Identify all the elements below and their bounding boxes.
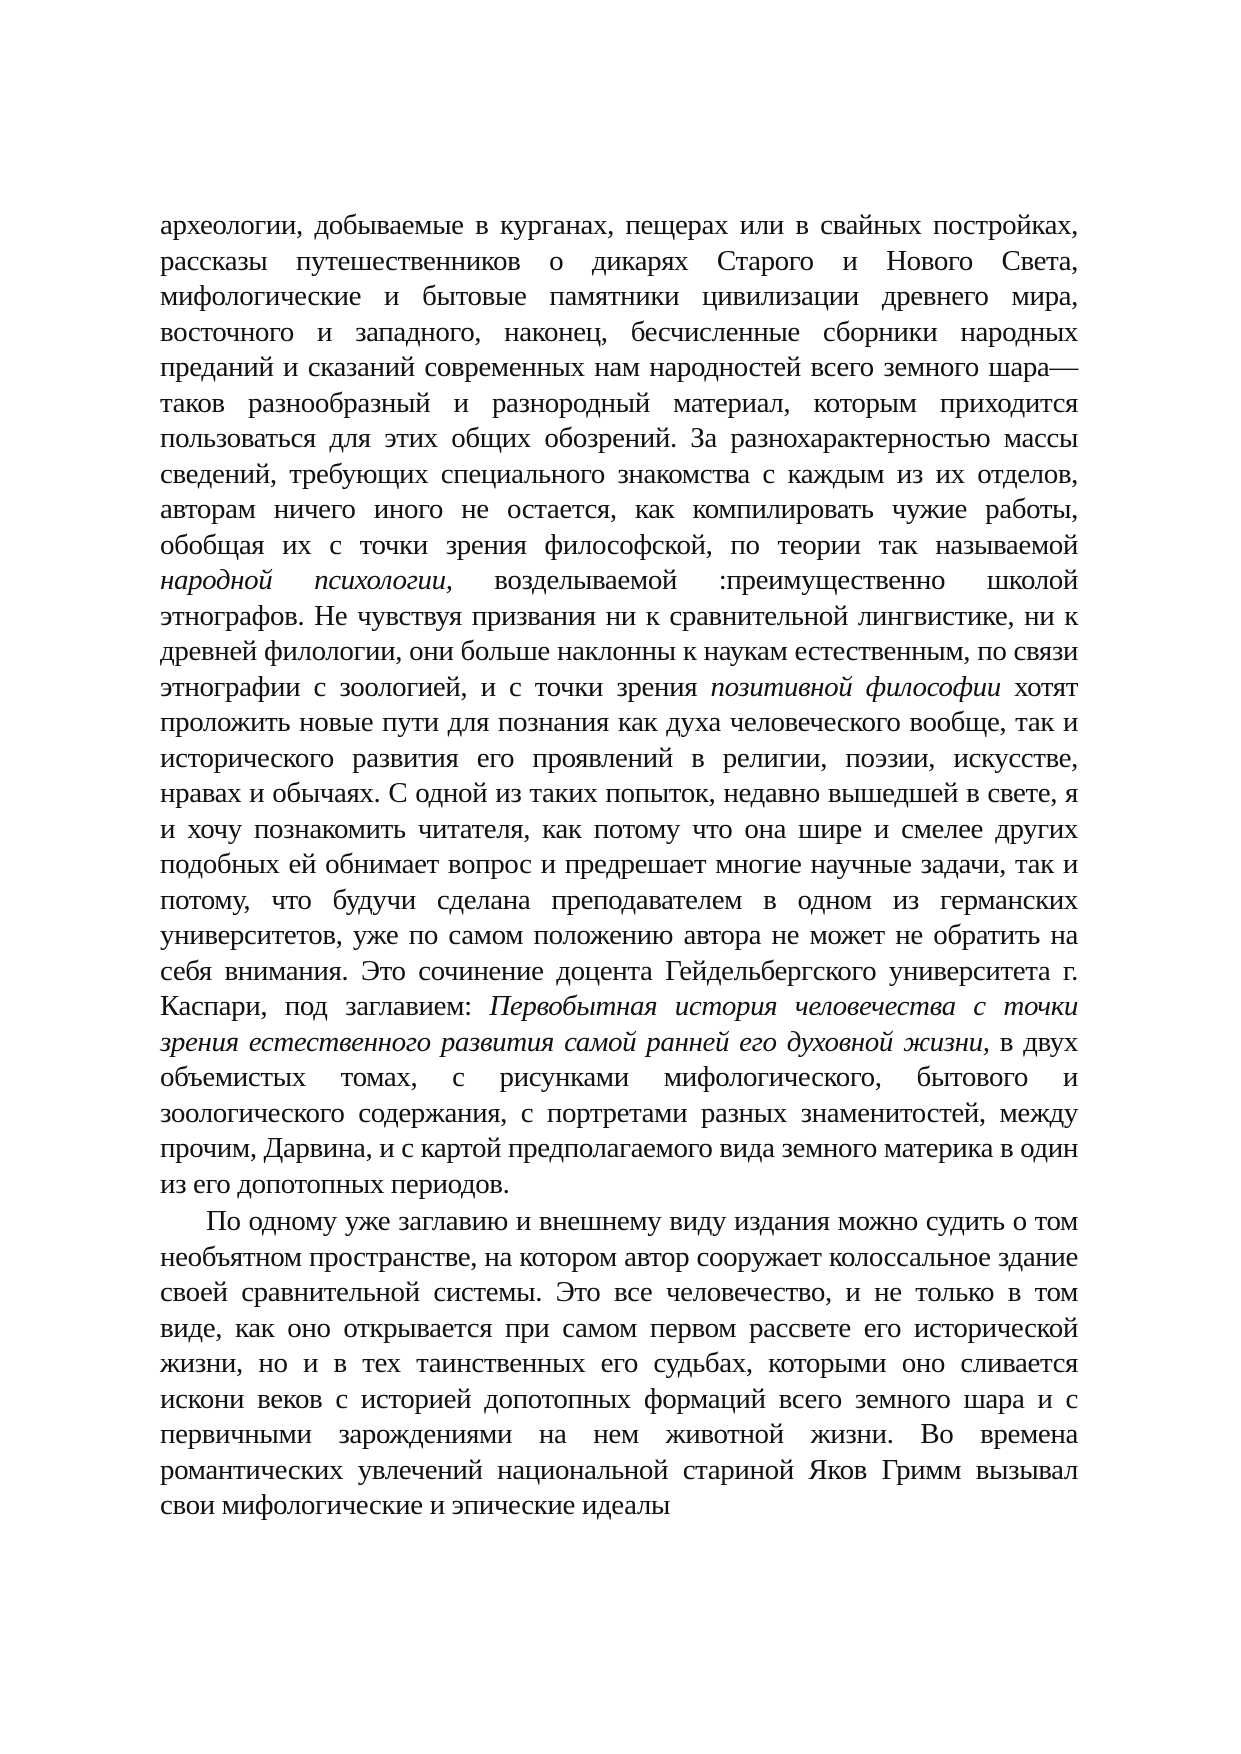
- paragraph-1-text: археологии, добываемые в курганах, пещерах или в свайных постройках, рассказы путешественников о дикарях Старого и Нового Света, мифологические и бытовые памятники цивилизации древнего мира, восточного и западного, наконец, бесчисленные сборники народных преданий и сказаний современных нам народностей всего земного шара— таков разнообразный и разнородный материал, которым приходится пользоваться для этих общих обозрений. За разнохарактерностью массы сведений, требующих специального знакомства с каждым из их отделов, авторам ничего иного не остается, как компилировать чужие работы, обобщая их с точки зрения философской, по теории так называемой: [160, 209, 1078, 561]
- document-page: [160, 208, 1078, 1524]
- paragraph-2-text: По одному уже заглавию и внешнему виду издания можно судить о том необъятном пространстве, на котором автор сооружает колоссальное здание своей сравнительной системы. Это все человечество, и не только в том виде, как оно открывается при самом первом рассвете его исторической жизни, но и в тех таинственных его судьбах, которыми оно сливается искони веков с историей допотопных формаций всего земного шара и с первичными зарождениями на нем животной жизни. Во времена романтических увлечений национальной стариной Яков Гримм вызывал свои мифологические и эпические идеалы: [160, 1205, 1078, 1521]
- italic-term-positive-philosophy: позитивной философии: [710, 670, 1001, 703]
- paragraph-1-text: в двух объемистых томах, с рисунками мифологического, бытового и зоологического содержания, с портретами разных знаменитостей, между прочим, Дарвина, и с картой предполагаемого вида земного материка в один из его допотопных периодов.: [160, 1025, 1078, 1200]
- italic-book-title: Первобытная история человечества с точки зрения естественного развития самой ранней его духовной жизни,: [160, 990, 1078, 1058]
- paragraph-1-text: хотят проложить новые пути для познания как духа человеческого вообще, так и исторического развития его проявлений в религии, поэзии, искусстве, нравах и обычаях. С одной из таких попыток, недавно вышедшей в свете, я и хочу познакомить читателя, как потому что она шире и смелее других подобных ей обнимает вопрос и предрешает многие научные задачи, так и потому, что будучи сделана преподавателем в одном из германских университетов, уже по самом положению автора не может не обратить на себя внимания. Это сочинение доцента Гейдельбергского университета г. Каспари, под заглавием:: [160, 670, 1078, 1022]
- paragraph-1-text: возделываемой :преимущественно школой этнографов. Не чувствуя призвания ни к сравнительной лингвистике, ни к древней филологии, они больше наклонны к наукам естественным, по связи этнографии с зоологией, и с точки зрения: [160, 564, 1078, 703]
- paragraph-2: [160, 1204, 1078, 1524]
- paragraph-1: [160, 208, 1078, 1202]
- italic-term-folk-psychology: народной психологии,: [160, 564, 453, 596]
